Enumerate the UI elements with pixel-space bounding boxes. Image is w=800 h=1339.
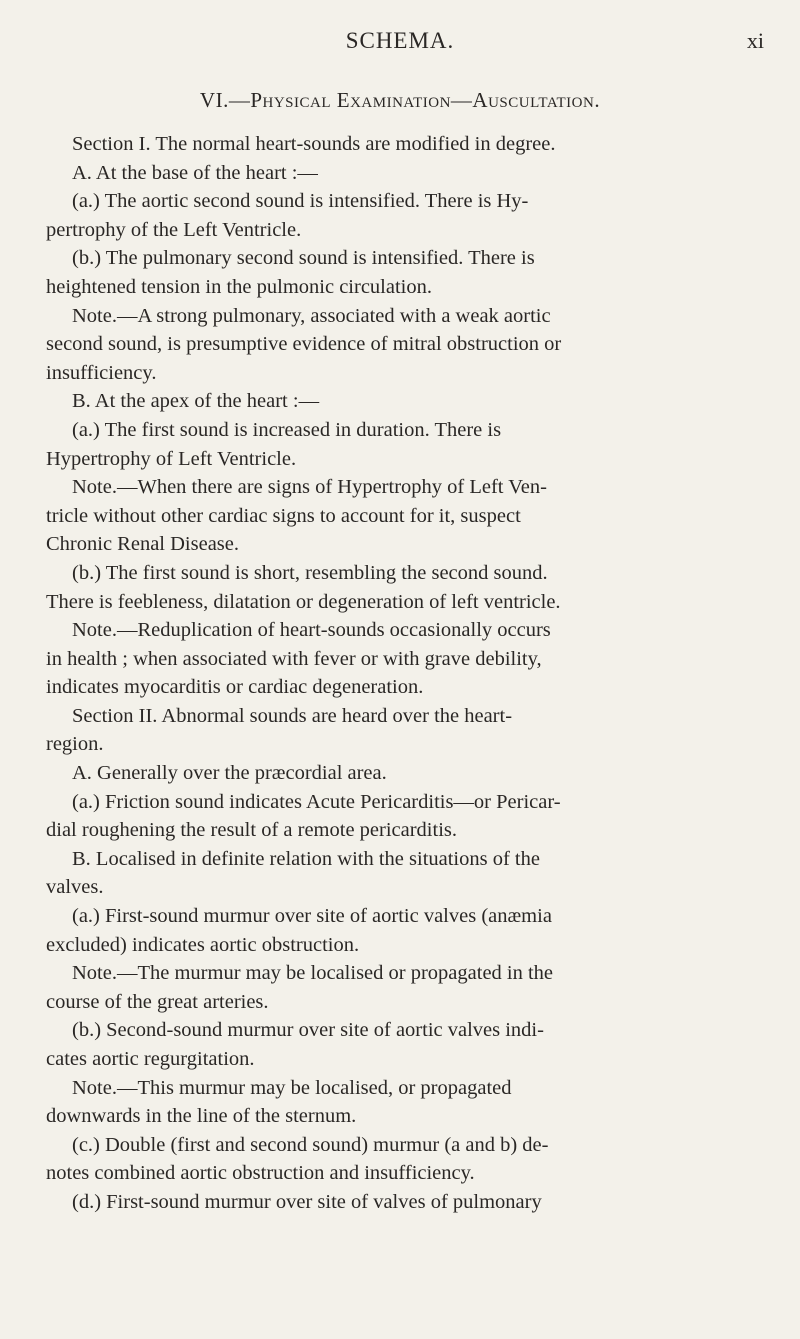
page-header bbox=[0, 14, 800, 64]
text-line: (c.) Double (first and second sound) murmur (a and b) de- bbox=[72, 1133, 549, 1156]
text-line: A. Generally over the præcordial area. bbox=[72, 762, 387, 785]
text-line: (b.) Second-sound murmur over site of aortic valves indi- bbox=[72, 1019, 544, 1042]
text-line: (a.) Friction sound indicates Acute Pericarditis—or Pericar- bbox=[72, 790, 561, 813]
text-line: There is feebleness, dilatation or degeneration of left ventricle. bbox=[46, 590, 561, 613]
text-line: A. At the base of the heart :— bbox=[72, 161, 318, 184]
text-line: (d.) First-sound murmur over site of valves of pulmonary bbox=[72, 1190, 542, 1213]
text-line: second sound, is presumptive evidence of mitral obstruction or bbox=[46, 333, 562, 356]
running-head: SCHEMA. bbox=[345, 28, 455, 53]
text-line: Chronic Renal Disease. bbox=[46, 533, 239, 556]
text-line: B. Localised in definite relation with the situations of the bbox=[72, 847, 540, 870]
text-line: Section II. Abnormal sounds are heard over the heart- bbox=[72, 704, 513, 727]
text-line: B. At the apex of the heart :— bbox=[72, 390, 320, 413]
text-line: excluded) indicates aortic obstruction. bbox=[46, 933, 360, 956]
text-line: indicates myocarditis or cardiac degeneration. bbox=[46, 676, 424, 699]
text-line: region. bbox=[46, 733, 104, 756]
text-line: Note.—When there are signs of Hypertrophy of Left Ven- bbox=[72, 476, 547, 499]
text-line: notes combined aortic obstruction and insufficiency. bbox=[46, 1162, 475, 1185]
text-line: (b.) The pulmonary second sound is intensified. There is bbox=[72, 247, 535, 270]
page-number: xi bbox=[746, 28, 764, 53]
text-line: (a.) First-sound murmur over site of aortic valves (anæmia bbox=[72, 905, 552, 928]
text-line: Hypertrophy of Left Ventricle. bbox=[46, 447, 297, 470]
text-line: Note.—This murmur may be localised, or propagated bbox=[72, 1076, 512, 1099]
text-line: insufficiency. bbox=[46, 361, 157, 384]
text-line: (a.) The aortic second sound is intensified. There is Hy- bbox=[72, 190, 529, 213]
body-text bbox=[46, 130, 758, 1217]
text-line: (a.) The first sound is increased in duration. There is bbox=[72, 418, 502, 441]
text-line: tricle without other cardiac signs to account for it, suspect bbox=[46, 504, 521, 527]
text-line: downwards in the line of the sternum. bbox=[46, 1105, 357, 1128]
text-line: heightened tension in the pulmonic circulation. bbox=[46, 275, 432, 298]
text-line: valves. bbox=[46, 876, 104, 899]
text-line: Note.—The murmur may be localised or propagated in the bbox=[72, 962, 554, 985]
text-line: (b.) The first sound is short, resembling the second sound. bbox=[72, 561, 548, 584]
text-line: cates aortic regurgitation. bbox=[46, 1048, 255, 1070]
section-title: VI.—Physical Examination—Auscultation. bbox=[199, 88, 601, 112]
text-line: dial roughening the result of a remote pericarditis. bbox=[46, 819, 458, 842]
text-line: Section I. The normal heart-sounds are modified in degree. bbox=[72, 133, 556, 155]
text-line: pertrophy of the Left Ventricle. bbox=[46, 218, 302, 241]
text-line: course of the great arteries. bbox=[46, 990, 269, 1013]
text-line: Note.—Reduplication of heart-sounds occasionally occurs bbox=[72, 619, 551, 642]
text-line: Note.—A strong pulmonary, associated with a weak aortic bbox=[72, 304, 551, 327]
text-line: in health ; when associated with fever or with grave debility, bbox=[46, 647, 542, 670]
